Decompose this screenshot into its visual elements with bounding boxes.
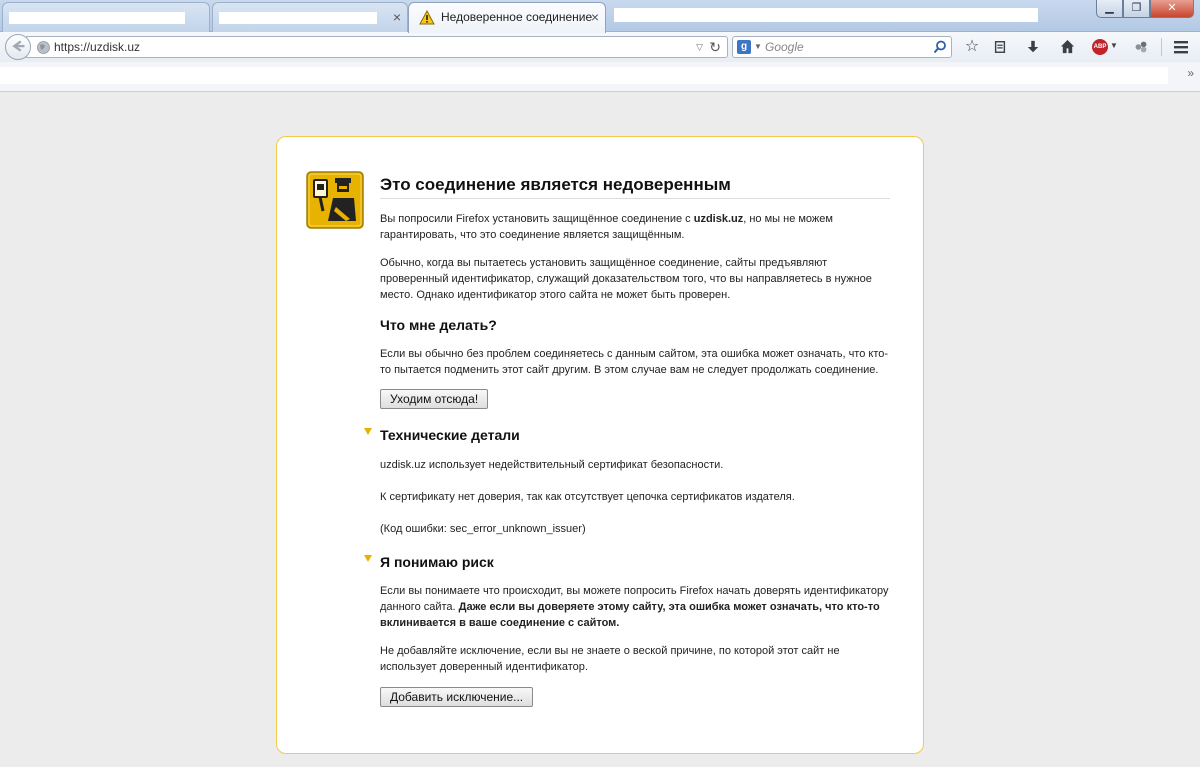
understand-risk-expander[interactable] [380, 554, 890, 570]
risk-text: Если вы понимаете что происходит, вы можете попросить Firefox начать доверять идентификатору данного сайта. [380, 585, 889, 613]
redacted-tab-title [9, 12, 185, 24]
hamburger-menu-icon[interactable] [1170, 36, 1192, 58]
intro-text: Вы попросили Firefox установить защищённое соединение с [380, 213, 694, 225]
search-input[interactable] [765, 38, 925, 56]
redacted-tab-title [219, 12, 377, 24]
toolbar-separator [1161, 38, 1162, 56]
error-page-container [276, 136, 924, 754]
maximize-icon[interactable]: ❐ [1123, 0, 1150, 18]
explanation-paragraph: Обычно, когда вы пытаетесь установить защищённое соединение, сайты предъявляют проверенный идентификатор, служащий доказательством того, что вы направляетесь в нужное место. Однако идентификатор этого сайта не может быть проверен. [380, 257, 872, 301]
bookmark-star-icon[interactable]: ☆ [964, 38, 980, 55]
what-to-do-text: Если вы обычно без проблем соединяетесь с данным сайтом, эта ошибка может означать, что кто-то пытается подменить этот сайт другим. В этом случае вам не следует продолжать соединение. [380, 348, 889, 376]
technical-details-heading[interactable]: Технические детали [380, 427, 520, 443]
error-content [380, 175, 890, 707]
search-bar[interactable] [732, 36, 952, 58]
bookmarks-toolbar [0, 62, 1200, 92]
technical-line-2: К сертификату нет доверия, так как отсутствует цепочка сертификатов издателя. [380, 491, 795, 503]
get-me-out-button[interactable]: Уходим отсюда! [380, 389, 488, 409]
bookmarks-overflow-icon[interactable]: » [1187, 66, 1194, 80]
warning-triangle-icon [419, 10, 435, 25]
site-identity-globe-icon[interactable] [37, 41, 50, 54]
risk-paragraph [380, 583, 890, 631]
engine-dropdown-icon[interactable]: ▼ [754, 42, 762, 51]
technical-line-1: uzdisk.uz использует недействительный сертификат безопасности. [380, 459, 724, 471]
tab-title: Недоверенное соединение [441, 10, 593, 24]
adblock-plus-icon[interactable]: ABP [1092, 39, 1108, 55]
error-code: (Код ошибки: sec_error_unknown_issuer) [380, 523, 586, 535]
back-button[interactable] [5, 34, 31, 60]
intro-paragraph [380, 211, 890, 243]
close-window-icon[interactable]: ✕ [1150, 0, 1194, 18]
minimize-icon[interactable]: ▁ [1096, 0, 1123, 18]
tab-strip [0, 0, 1200, 32]
understand-risk-heading[interactable]: Я понимаю риск [380, 554, 494, 570]
extension-icon[interactable] [1130, 36, 1152, 58]
window-controls [1096, 0, 1194, 20]
tab-close-icon[interactable]: × [590, 9, 599, 25]
untrusted-certificate-officer-icon [306, 171, 364, 229]
tab-untrusted-connection[interactable] [408, 2, 606, 33]
url-bar[interactable] [26, 36, 728, 58]
tab-redacted-1[interactable] [2, 2, 210, 32]
intro-text-end: , но мы не можем гарантировать, что это соединение является защищённым. [380, 213, 833, 241]
back-arrow-icon [6, 35, 30, 59]
redacted-bookmarks [0, 67, 1168, 84]
tab-close-icon[interactable]: × [392, 9, 401, 25]
expand-triangle-icon[interactable] [364, 428, 372, 435]
search-magnifier-icon[interactable] [933, 40, 947, 54]
reload-icon[interactable]: ↻ [709, 39, 721, 55]
host-name: uzdisk.uz [693, 213, 744, 225]
what-to-do-heading: Что мне делать? [380, 317, 497, 333]
downloads-icon[interactable] [1022, 36, 1044, 58]
google-engine-icon[interactable]: g [737, 40, 751, 54]
bookmarks-menu-icon[interactable] [989, 36, 1011, 58]
redacted-area [614, 8, 1038, 22]
technical-details-expander[interactable] [380, 427, 890, 443]
url-history-dropdown-icon[interactable]: ▽ [696, 42, 703, 52]
risk-warning-bold: Даже если вы доверяете этому сайту, эта ошибка может означать, что кто-то вклинивается в ваше соединение с сайтом. [380, 601, 880, 629]
add-exception-button[interactable]: Добавить исключение... [380, 687, 533, 707]
tab-redacted-2[interactable] [212, 2, 408, 32]
navigation-toolbar [0, 32, 1200, 62]
expand-triangle-icon[interactable] [364, 555, 372, 562]
url-text[interactable]: https://uzdisk.uz [54, 40, 141, 54]
home-icon[interactable] [1056, 36, 1078, 58]
error-title: Это соединение является недоверенным [380, 175, 890, 199]
risk-paragraph-2: Не добавляйте исключение, если вы не знаете о веской причине, по которой этот сайт не использует доверенный идентификатор. [380, 645, 840, 673]
adblock-dropdown-icon[interactable]: ▼ [1110, 41, 1118, 50]
